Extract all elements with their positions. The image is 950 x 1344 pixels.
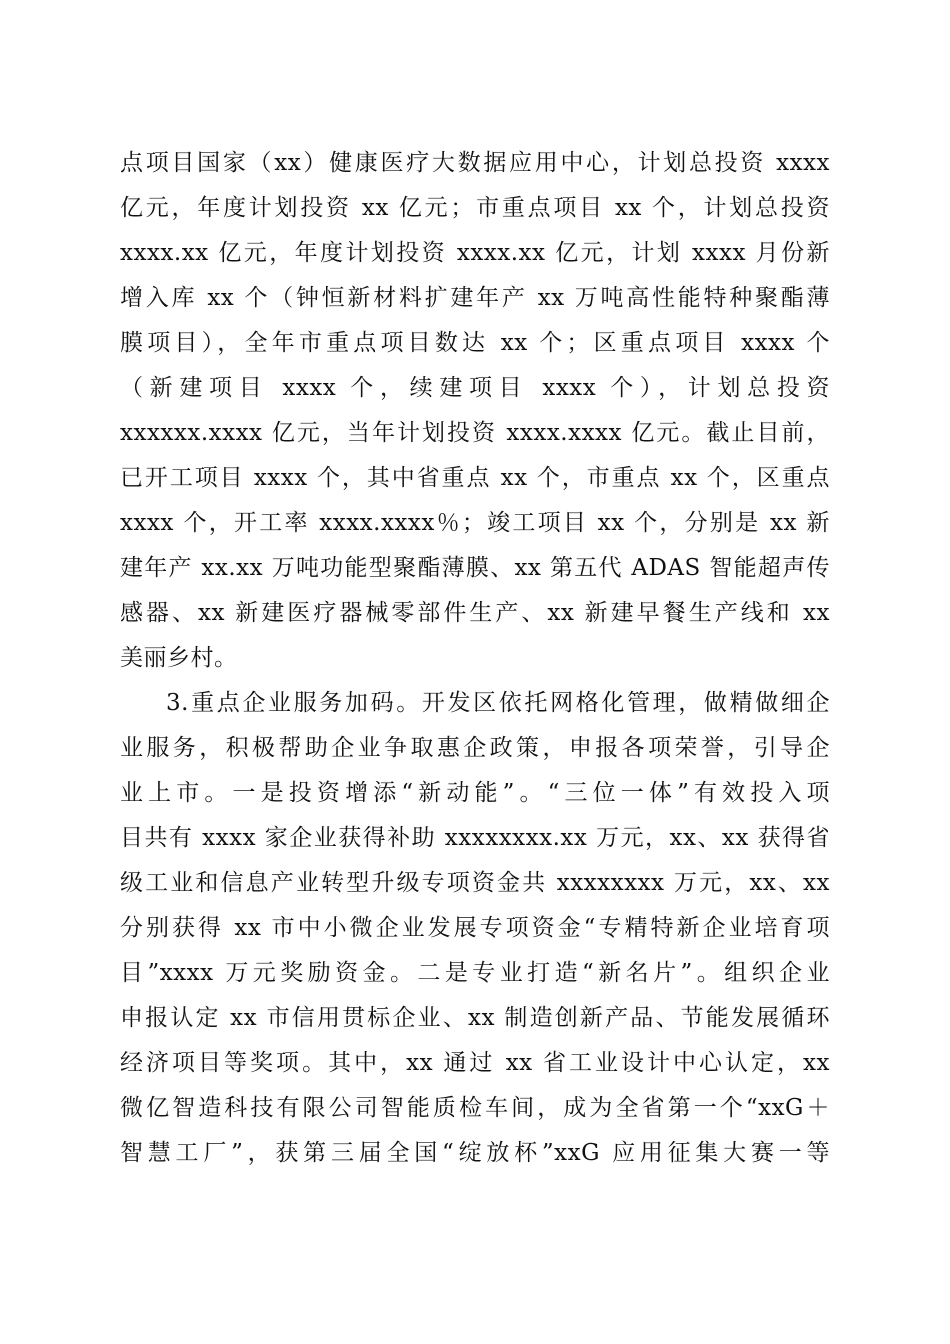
section-heading-line: 3.重点企业服务加码。开发区依托网格化管理，做精做细企: [166, 690, 830, 716]
text-line: 目共有 xxxx 家企业获得补助 xxxxxxxx.xx 万元，xx、xx 获得省: [120, 825, 830, 851]
text-line: 级工业和信息产业转型升级专项资金共 xxxxxxxx 万元，xx、xx: [120, 870, 830, 896]
text-line: 亿元，年度计划投资 xx 亿元；市重点项目 xx 个，计划总投资: [120, 195, 830, 221]
text-line: 智慧工厂”，获第三届全国“绽放杯”xxG 应用征集大赛一等: [120, 1140, 830, 1166]
text-line: 微亿智造科技有限公司智能质检车间，成为全省第一个“xxG＋: [120, 1095, 830, 1121]
text-line: 业上市。一是投资增添“新动能”。“三位一体”有效投入项: [120, 780, 830, 806]
text-line: 膜项目），全年市重点项目数达 xx 个；区重点项目 xxxx 个: [120, 330, 830, 356]
text-line: 业服务，积极帮助企业争取惠企政策，申报各项荣誉，引导企: [120, 735, 830, 761]
text-line: 目”xxxx 万元奖励资金。二是专业打造“新名片”。组织企业: [120, 960, 830, 986]
text-line: 经济项目等奖项。其中，xx 通过 xx 省工业设计中心认定，xx: [120, 1050, 830, 1076]
text-line: xxxx.xx 亿元，年度计划投资 xxxx.xx 亿元，计划 xxxx 月份新: [120, 240, 830, 266]
text-line: 建年产 xx.xx 万吨功能型聚酯薄膜、xx 第五代 ADAS 智能超声传: [120, 555, 830, 581]
text-line: 美丽乡村。: [120, 645, 238, 671]
text-line: 申报认定 xx 市信用贯标企业、xx 制造创新产品、节能发展循环: [120, 1005, 830, 1031]
text-line: xxxxxx.xxxx 亿元，当年计划投资 xxxx.xxxx 亿元。截止目前，: [120, 420, 830, 446]
text-line: （新建项目 xxxx 个，续建项目 xxxx 个），计划总投资: [120, 375, 830, 401]
text-line: 分别获得 xx 市中小微企业发展专项资金“专精特新企业培育项: [120, 915, 830, 941]
text-line: 已开工项目 xxxx 个，其中省重点 xx 个，市重点 xx 个，区重点: [120, 465, 830, 491]
text-line: xxxx 个，开工率 xxxx.xxxx％；竣工项目 xx 个，分别是 xx 新: [120, 510, 830, 536]
body-text: [120, 141, 830, 1176]
text-line: 点项目国家（xx）健康医疗大数据应用中心，计划总投资 xxxx: [120, 150, 830, 176]
text-line: 感器、xx 新建医疗器械零部件生产、xx 新建早餐生产线和 xx: [120, 600, 830, 626]
text-line: 增入库 xx 个（钟恒新材料扩建年产 xx 万吨高性能特种聚酯薄: [120, 285, 830, 311]
